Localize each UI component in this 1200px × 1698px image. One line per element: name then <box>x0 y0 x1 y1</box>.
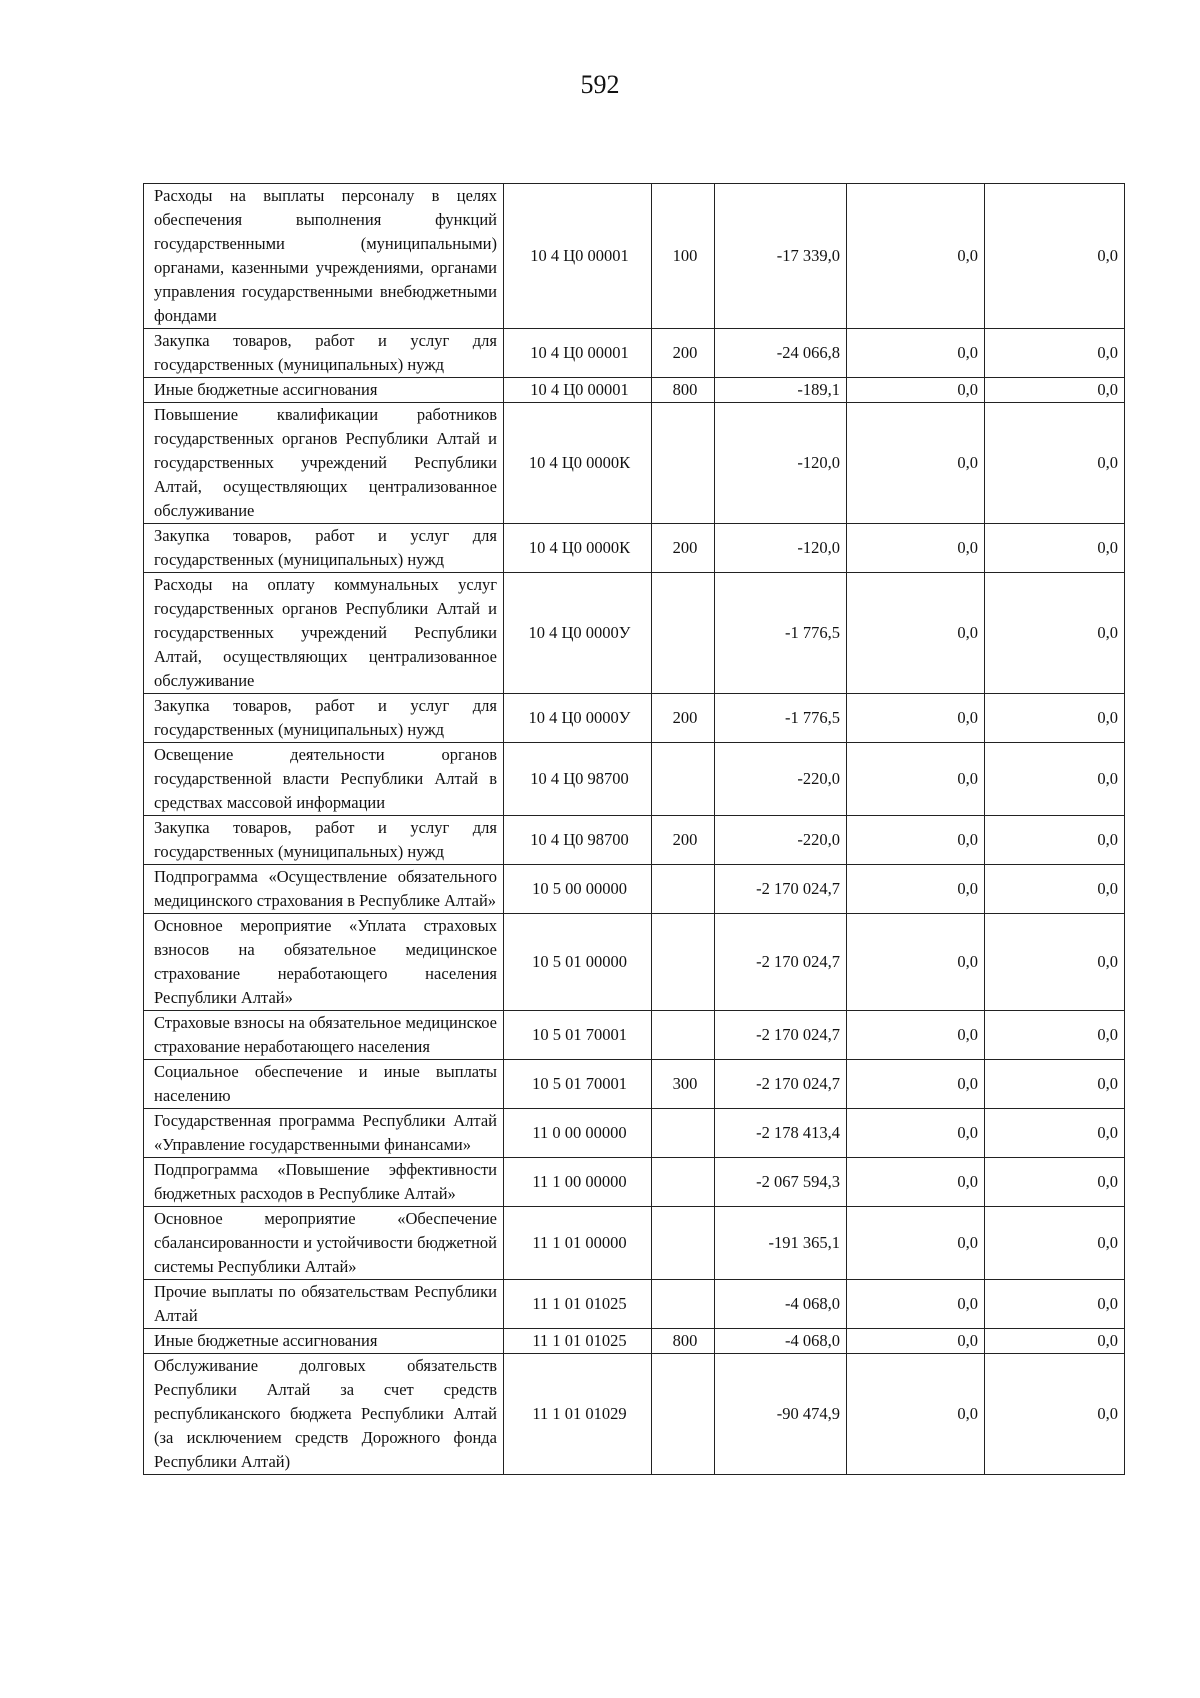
expense-type-code <box>652 865 715 914</box>
target-article-code: 10 4 Ц0 00001 <box>504 378 652 403</box>
target-article-code: 10 4 Ц0 00001 <box>504 329 652 378</box>
amount-change: -191 365,1 <box>715 1207 847 1280</box>
amount-year-2: 0,0 <box>847 1329 985 1354</box>
amount-change: -120,0 <box>715 524 847 573</box>
amount-change: -4 068,0 <box>715 1329 847 1354</box>
target-article-code: 10 4 Ц0 0000К <box>504 524 652 573</box>
amount-change: -2 170 024,7 <box>715 1060 847 1109</box>
amount-year-3: 0,0 <box>985 1158 1125 1207</box>
expense-type-code: 100 <box>652 184 715 329</box>
table-row <box>144 329 1125 378</box>
expense-type-code: 800 <box>652 378 715 403</box>
target-article-code: 10 4 Ц0 98700 <box>504 743 652 816</box>
amount-change: -1 776,5 <box>715 573 847 694</box>
table-row <box>144 184 1125 329</box>
expense-type-code: 200 <box>652 694 715 743</box>
target-article-code: 11 1 01 01025 <box>504 1280 652 1329</box>
table-row <box>144 573 1125 694</box>
amount-year-3: 0,0 <box>985 743 1125 816</box>
amount-year-2: 0,0 <box>847 1280 985 1329</box>
target-article-code: 10 5 01 70001 <box>504 1011 652 1060</box>
amount-change: -24 066,8 <box>715 329 847 378</box>
expense-type-code: 800 <box>652 1329 715 1354</box>
amount-year-3: 0,0 <box>985 1060 1125 1109</box>
target-article-code: 11 1 01 01029 <box>504 1354 652 1475</box>
table-row <box>144 914 1125 1011</box>
table-row <box>144 1207 1125 1280</box>
budget-table <box>143 183 1125 1475</box>
target-article-code: 10 4 Ц0 00001 <box>504 184 652 329</box>
table-row <box>144 743 1125 816</box>
amount-year-2: 0,0 <box>847 914 985 1011</box>
target-article-code: 10 5 00 00000 <box>504 865 652 914</box>
row-description: Повышение квалификации работников государственных органов Республики Алтай и государственных учреждений Республики Алтай, осуществляющих централизованное обслуживание <box>144 403 504 524</box>
amount-year-3: 0,0 <box>985 865 1125 914</box>
amount-year-2: 0,0 <box>847 573 985 694</box>
table-row <box>144 1280 1125 1329</box>
row-description: Обслуживание долговых обязательств Республики Алтай за счет средств республиканского бюджета Республики Алтай (за исключением средств Дорожного фонда Республики Алтай) <box>144 1354 504 1475</box>
row-description: Закупка товаров, работ и услуг для государственных (муниципальных) нужд <box>144 329 504 378</box>
amount-year-3: 0,0 <box>985 573 1125 694</box>
expense-type-code <box>652 1158 715 1207</box>
amount-change: -189,1 <box>715 378 847 403</box>
row-description: Подпрограмма «Повышение эффективности бюджетных расходов в Республике Алтай» <box>144 1158 504 1207</box>
table-row <box>144 1354 1125 1475</box>
table-row <box>144 403 1125 524</box>
amount-year-2: 0,0 <box>847 184 985 329</box>
amount-change: -90 474,9 <box>715 1354 847 1475</box>
amount-year-2: 0,0 <box>847 1354 985 1475</box>
amount-year-2: 0,0 <box>847 1011 985 1060</box>
table-row <box>144 1011 1125 1060</box>
amount-year-2: 0,0 <box>847 329 985 378</box>
target-article-code: 10 4 Ц0 0000У <box>504 694 652 743</box>
amount-change: -4 068,0 <box>715 1280 847 1329</box>
expense-type-code <box>652 914 715 1011</box>
expense-type-code <box>652 1207 715 1280</box>
table-row <box>144 865 1125 914</box>
amount-change: -2 067 594,3 <box>715 1158 847 1207</box>
amount-change: -2 170 024,7 <box>715 1011 847 1060</box>
row-description: Расходы на оплату коммунальных услуг государственных органов Республики Алтай и государственных учреждений Республики Алтай, осуществляющих централизованное обслуживание <box>144 573 504 694</box>
table-row <box>144 1060 1125 1109</box>
table-row <box>144 1329 1125 1354</box>
amount-year-2: 0,0 <box>847 865 985 914</box>
expense-type-code <box>652 1354 715 1475</box>
amount-year-3: 0,0 <box>985 1011 1125 1060</box>
amount-change: -1 776,5 <box>715 694 847 743</box>
target-article-code: 10 4 Ц0 0000У <box>504 573 652 694</box>
row-description: Иные бюджетные ассигнования <box>144 1329 504 1354</box>
expense-type-code: 200 <box>652 816 715 865</box>
amount-year-2: 0,0 <box>847 1060 985 1109</box>
amount-year-3: 0,0 <box>985 329 1125 378</box>
row-description: Закупка товаров, работ и услуг для государственных (муниципальных) нужд <box>144 816 504 865</box>
table-row <box>144 378 1125 403</box>
table-row <box>144 694 1125 743</box>
amount-year-2: 0,0 <box>847 1109 985 1158</box>
target-article-code: 10 4 Ц0 98700 <box>504 816 652 865</box>
amount-change: -220,0 <box>715 743 847 816</box>
amount-year-2: 0,0 <box>847 743 985 816</box>
table-row <box>144 816 1125 865</box>
target-article-code: 11 1 01 00000 <box>504 1207 652 1280</box>
expense-type-code: 200 <box>652 329 715 378</box>
amount-year-3: 0,0 <box>985 1354 1125 1475</box>
expense-type-code <box>652 1280 715 1329</box>
row-description: Закупка товаров, работ и услуг для государственных (муниципальных) нужд <box>144 524 504 573</box>
target-article-code: 10 5 01 00000 <box>504 914 652 1011</box>
target-article-code: 11 0 00 00000 <box>504 1109 652 1158</box>
expense-type-code: 200 <box>652 524 715 573</box>
row-description: Расходы на выплаты персоналу в целях обеспечения выполнения функций государственными (муниципальными) органами, казенными учреждениями, органами управления государственными внебюджетными фондами <box>144 184 504 329</box>
table-row <box>144 524 1125 573</box>
row-description: Прочие выплаты по обязательствам Республики Алтай <box>144 1280 504 1329</box>
expense-type-code <box>652 1011 715 1060</box>
amount-year-3: 0,0 <box>985 1329 1125 1354</box>
amount-change: -120,0 <box>715 403 847 524</box>
row-description: Подпрограмма «Осуществление обязательного медицинского страхования в Республике Алтай» <box>144 865 504 914</box>
amount-change: -220,0 <box>715 816 847 865</box>
row-description: Социальное обеспечение и иные выплаты населению <box>144 1060 504 1109</box>
target-article-code: 10 4 Ц0 0000К <box>504 403 652 524</box>
amount-change: -2 170 024,7 <box>715 914 847 1011</box>
expense-type-code <box>652 573 715 694</box>
expense-type-code <box>652 1109 715 1158</box>
table-row <box>144 1158 1125 1207</box>
page-number: 592 <box>580 70 620 99</box>
table-row <box>144 1109 1125 1158</box>
row-description: Основное мероприятие «Уплата страховых взносов на обязательное медицинское страхование неработающего населения Республики Алтай» <box>144 914 504 1011</box>
amount-year-3: 0,0 <box>985 1109 1125 1158</box>
amount-change: -2 170 024,7 <box>715 865 847 914</box>
amount-year-3: 0,0 <box>985 403 1125 524</box>
expense-type-code <box>652 403 715 524</box>
amount-year-3: 0,0 <box>985 914 1125 1011</box>
amount-year-2: 0,0 <box>847 378 985 403</box>
amount-year-3: 0,0 <box>985 694 1125 743</box>
amount-year-3: 0,0 <box>985 378 1125 403</box>
target-article-code: 10 5 01 70001 <box>504 1060 652 1109</box>
row-description: Иные бюджетные ассигнования <box>144 378 504 403</box>
expense-type-code <box>652 743 715 816</box>
amount-year-2: 0,0 <box>847 403 985 524</box>
row-description: Государственная программа Республики Алтай «Управление государственными финансами» <box>144 1109 504 1158</box>
row-description: Освещение деятельности органов государственной власти Республики Алтай в средствах массовой информации <box>144 743 504 816</box>
amount-year-3: 0,0 <box>985 184 1125 329</box>
target-article-code: 11 1 00 00000 <box>504 1158 652 1207</box>
amount-year-2: 0,0 <box>847 524 985 573</box>
row-description: Закупка товаров, работ и услуг для государственных (муниципальных) нужд <box>144 694 504 743</box>
expense-type-code: 300 <box>652 1060 715 1109</box>
amount-change: -2 178 413,4 <box>715 1109 847 1158</box>
amount-year-3: 0,0 <box>985 524 1125 573</box>
amount-year-2: 0,0 <box>847 816 985 865</box>
amount-change: -17 339,0 <box>715 184 847 329</box>
amount-year-3: 0,0 <box>985 1207 1125 1280</box>
amount-year-2: 0,0 <box>847 1158 985 1207</box>
amount-year-2: 0,0 <box>847 694 985 743</box>
target-article-code: 11 1 01 01025 <box>504 1329 652 1354</box>
amount-year-2: 0,0 <box>847 1207 985 1280</box>
amount-year-3: 0,0 <box>985 816 1125 865</box>
row-description: Страховые взносы на обязательное медицинское страхование неработающего населения <box>144 1011 504 1060</box>
row-description: Основное мероприятие «Обеспечение сбалансированности и устойчивости бюджетной системы Республики Алтай» <box>144 1207 504 1280</box>
amount-year-3: 0,0 <box>985 1280 1125 1329</box>
